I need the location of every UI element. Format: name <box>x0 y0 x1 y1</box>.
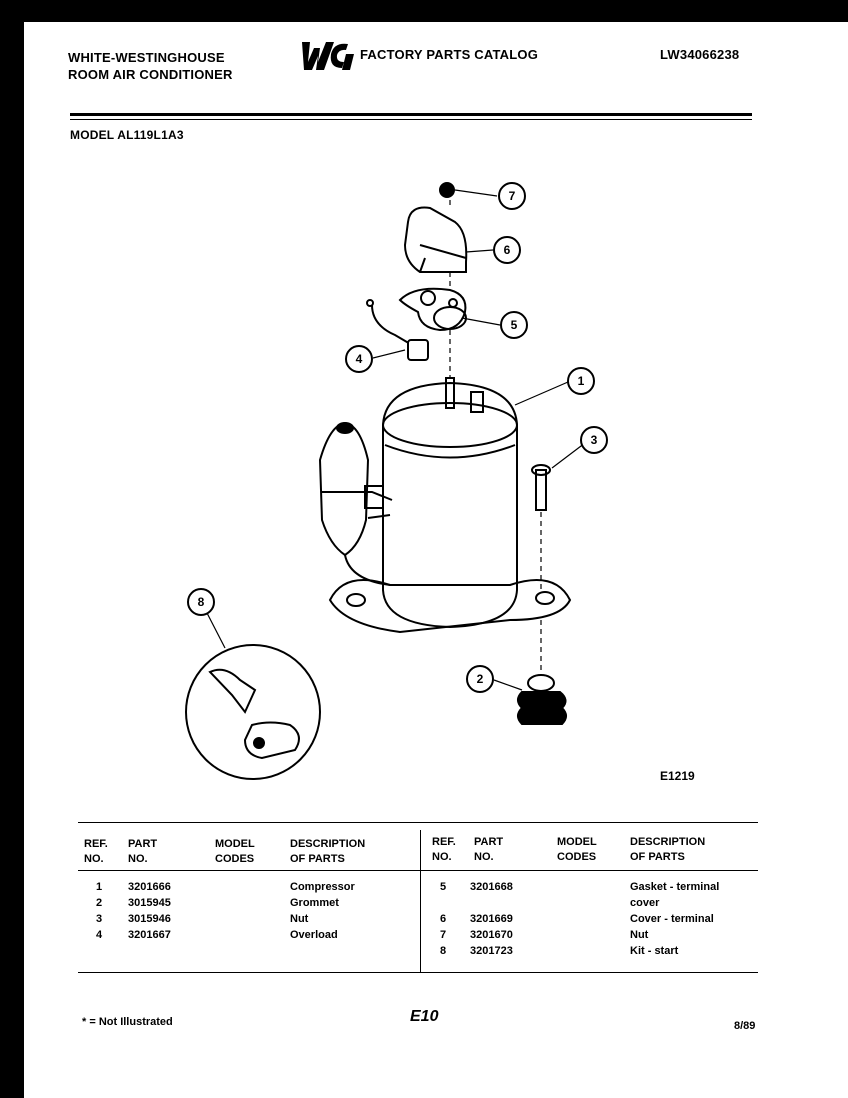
ref-no: 6 <box>440 913 447 925</box>
table-divider <box>420 830 421 972</box>
revision-date: 8/89 <box>734 1020 756 1032</box>
svg-text:5: 5 <box>510 318 518 332</box>
product-line: ROOM AIR CONDITIONER <box>68 67 233 82</box>
table-rule-bottom <box>78 972 758 973</box>
svg-text:8: 8 <box>197 595 205 609</box>
callout-8 <box>188 589 214 615</box>
part-description: Nut <box>290 913 309 925</box>
header-description: DESCRIPTION OF PARTS <box>630 836 706 863</box>
footnote: * = Not Illustrated <box>82 1016 173 1028</box>
part-description: Gasket - terminal <box>630 881 720 893</box>
part-description: Overload <box>290 929 338 941</box>
page-number: E10 <box>410 1008 439 1025</box>
table-rule-header <box>78 870 758 871</box>
callout-4 <box>346 346 372 372</box>
header-ref: REF. NO. <box>432 836 456 863</box>
header-ref: REF. NO. <box>84 838 108 865</box>
part-description: Nut <box>630 929 649 941</box>
header-model-codes: MODEL CODES <box>557 836 597 863</box>
ref-no: 1 <box>96 881 103 893</box>
callout-1 <box>568 368 594 394</box>
catalog-title: FACTORY PARTS CATALOG <box>360 47 539 62</box>
ref-no: 3 <box>96 913 103 925</box>
part-no: 3201668 <box>470 881 513 893</box>
brand-name: WHITE-WESTINGHOUSE <box>68 50 225 65</box>
ref-no: 8 <box>440 945 447 957</box>
ref-no: 4 <box>96 929 103 941</box>
header-description: DESCRIPTION OF PARTS <box>290 838 366 865</box>
part-description: Compressor <box>290 881 355 893</box>
header-model-codes: MODEL CODES <box>215 838 255 865</box>
ref-no: 5 <box>440 881 447 893</box>
part-description: Kit - start <box>630 945 679 957</box>
callout-3 <box>581 427 607 453</box>
model-number: MODEL AL119L1A3 <box>70 128 184 142</box>
callout-2 <box>467 666 493 692</box>
svg-text:2: 2 <box>476 672 484 686</box>
header-part: PART NO. <box>128 838 158 865</box>
svg-text:3: 3 <box>590 433 598 447</box>
ref-no: 7 <box>440 929 447 941</box>
part-no: 3015945 <box>128 897 171 909</box>
header-part: PART NO. <box>474 836 504 863</box>
svg-text:7: 7 <box>508 189 516 203</box>
callout-7 <box>499 183 525 209</box>
part-no: 3201667 <box>128 929 171 941</box>
part-no: 3201723 <box>470 945 513 957</box>
svg-text:6: 6 <box>503 243 511 257</box>
part-description-cont: cover <box>630 897 660 909</box>
part-no: 3201669 <box>470 913 513 925</box>
figure-code: E1219 <box>660 769 695 783</box>
part-description: Grommet <box>290 897 339 909</box>
svg-text:1: 1 <box>577 374 585 388</box>
part-description: Cover - terminal <box>630 913 714 925</box>
callout-5 <box>501 312 527 338</box>
svg-text:4: 4 <box>355 352 363 366</box>
part-no: 3201666 <box>128 881 171 893</box>
part-no: 3201670 <box>470 929 513 941</box>
table-rule-top <box>78 822 758 823</box>
ref-no: 2 <box>96 897 103 909</box>
part-no: 3015946 <box>128 913 171 925</box>
callout-6 <box>494 237 520 263</box>
catalog-number: LW34066238 <box>660 47 740 62</box>
